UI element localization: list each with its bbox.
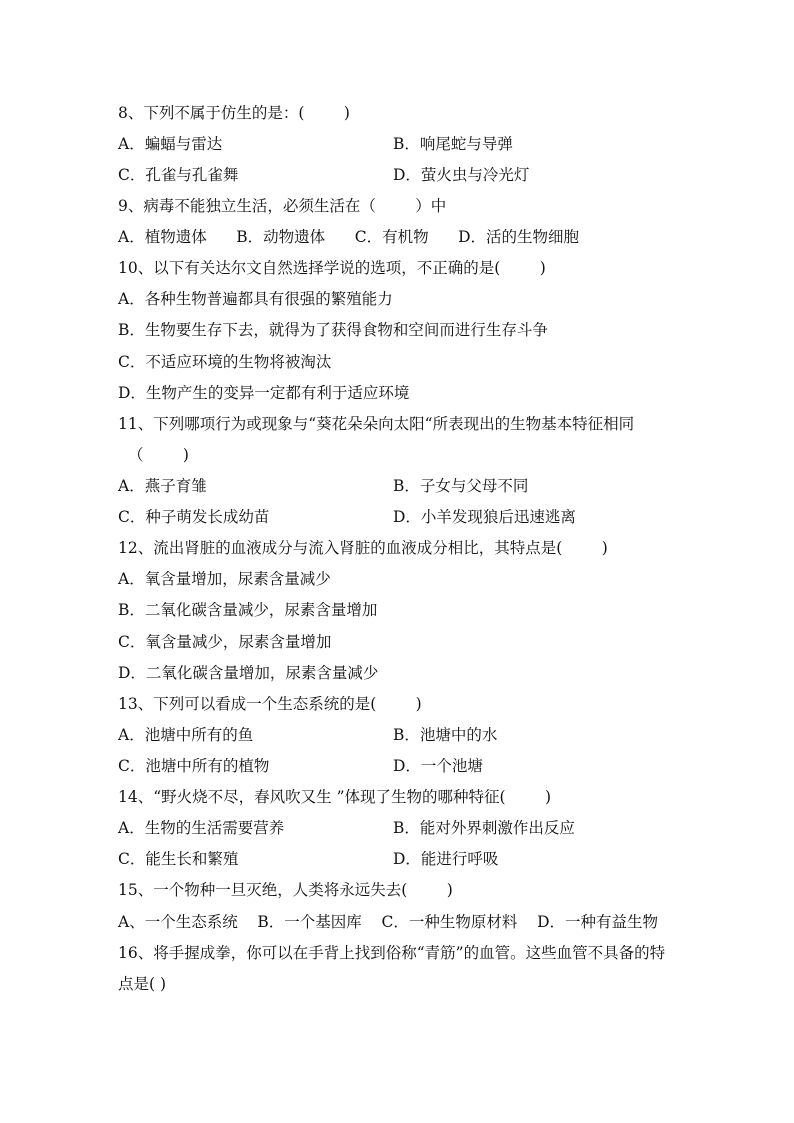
q12-option-d: D．二氧化碳含量增加，尿素含量减少 [118,664,379,682]
q13-option-b: B．池塘中的水 [393,726,498,744]
q10-option-a: A．各种生物普遍都具有很强的繁殖能力 [118,290,393,308]
q13-option-c: C．池塘中所有的植物 [118,757,270,775]
q12-stem: 12、流出肾脏的血液成分与流入肾脏的血液成分相比，其特点是( ) [118,539,608,557]
q12-option-b: B．二氧化碳含量减少，尿素含量增加 [118,601,378,619]
q8-option-b: B．响尾蛇与导弹 [393,135,513,153]
q8-stem: 8、下列不属于仿生的是：( ) [118,104,350,122]
q8-option-c: C．孔雀与孔雀舞 [118,166,239,184]
q15-stem: 15、一个物种一旦灭绝，人类将永远失去( ) [118,881,453,899]
q14-option-a: A．生物的生活需要营养 [118,819,285,837]
q13-option-d: D．一个池塘 [393,757,483,775]
q11-stem: 11、下列哪项行为或现象与“葵花朵朵向太阳“所表现出的生物基本特征相同 [118,415,635,433]
q11-stem-continuation: （ ) [128,446,189,464]
q10-stem: 10、以下有关达尔文自然选择学说的选项，不正确的是( ) [118,259,546,277]
q12-option-a: A．氧含量增加，尿素含量减少 [118,570,331,588]
q14-option-c: C．能生长和繁殖 [118,850,239,868]
q9-stem: 9、病毒不能独立生活，必须生活在（ ）中 [118,197,447,215]
q11-option-d: D．小羊发现狼后迅速逃离 [393,508,576,526]
q11-option-c: C．种子萌发长成幼苗 [118,508,270,526]
q14-option-d: D．能进行呼吸 [393,850,499,868]
q13-option-a: A．池塘中所有的鱼 [118,726,254,744]
q8-option-a: A．蝙蝠与雷达 [118,135,223,153]
q10-option-d: D．生物产生的变异一定都有利于适应环境 [118,384,410,402]
q14-option-b: B．能对外界刺激作出反应 [393,819,575,837]
q16-stem: 16、将手握成拳，你可以在手背上找到俗称“青筋”的血管。这些血管不具备的特点是( ) [118,944,666,993]
q13-stem: 13、下列可以看成一个生态系统的是( ) [118,695,422,713]
q10-option-c: C．不适应环境的生物将被淘汰 [118,353,332,371]
q8-option-d: D．萤火虫与冷光灯 [393,166,530,184]
q9-options: A．植物遗体 B．动物遗体 C．有机物 D．活的生物细胞 [118,228,580,246]
q11-option-a: A．燕子育雏 [118,477,207,495]
q15-options: A、一个生态系统 B．一个基因库 C．一种生物原材料 D．一种有益生物 [118,913,658,931]
q11-option-b: B．子女与父母不同 [393,477,529,495]
q14-stem: 14、“野火烧不尽，春风吹又生 ”体现了生物的哪种特征( ) [118,788,552,806]
q10-option-b: B．生物要生存下去，就得为了获得食物和空间而进行生存斗争 [118,321,548,339]
q12-option-c: C．氧含量减少，尿素含量增加 [118,633,332,651]
